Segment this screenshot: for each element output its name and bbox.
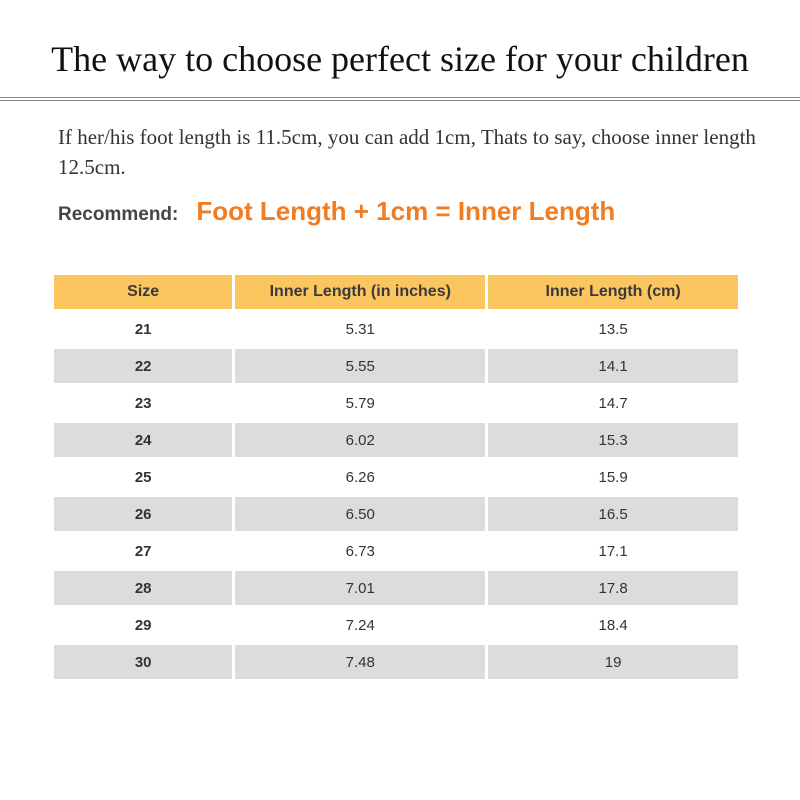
- cell-size: 30: [54, 645, 232, 679]
- cell-inches: 5.79: [235, 386, 485, 420]
- cell-inches: 5.55: [235, 349, 485, 383]
- cell-size: 23: [54, 386, 232, 420]
- cell-cm: 16.5: [488, 497, 738, 531]
- cell-cm: 19: [488, 645, 738, 679]
- table-row: [54, 608, 738, 642]
- page-title: The way to choose perfect size for your children: [51, 39, 749, 79]
- cell-cm: 15.9: [488, 460, 738, 494]
- intro-text: If her/his foot length is 11.5cm, you can add 1cm, Thats to say, choose inner length 12.5cm.: [58, 125, 756, 179]
- cell-inches: 6.50: [235, 497, 485, 531]
- recommendation: [58, 196, 615, 230]
- cell-inches: 7.48: [235, 645, 485, 679]
- divider-line: [0, 100, 800, 101]
- cell-size: 26: [54, 497, 232, 531]
- divider-line: [0, 97, 800, 98]
- cell-inches: 7.24: [235, 608, 485, 642]
- cell-cm: 18.4: [488, 608, 738, 642]
- cell-size: 28: [54, 571, 232, 605]
- header-size: Size: [54, 275, 232, 309]
- header-inner-length-cm: Inner Length (cm): [488, 275, 738, 309]
- cell-cm: 13.5: [488, 312, 738, 346]
- cell-inches: 6.73: [235, 534, 485, 568]
- recommend-label: Recommend:: [58, 204, 179, 225]
- cell-cm: 14.1: [488, 349, 738, 383]
- table-row: [54, 386, 738, 420]
- table-row: [54, 571, 738, 605]
- table-header-row: [54, 275, 738, 309]
- cell-size: 27: [54, 534, 232, 568]
- size-table: [51, 272, 741, 682]
- cell-size: 29: [54, 608, 232, 642]
- cell-cm: 14.7: [488, 386, 738, 420]
- recommend-formula: Foot Length + 1cm = Inner Length: [196, 196, 616, 226]
- table-row: [54, 312, 738, 346]
- cell-inches: 6.02: [235, 423, 485, 457]
- cell-cm: 17.1: [488, 534, 738, 568]
- table-row: [54, 645, 738, 679]
- cell-size: 22: [54, 349, 232, 383]
- cell-inches: 6.26: [235, 460, 485, 494]
- cell-size: 21: [54, 312, 232, 346]
- cell-inches: 7.01: [235, 571, 485, 605]
- table-row: [54, 349, 738, 383]
- cell-size: 24: [54, 423, 232, 457]
- header-inner-length-inches: Inner Length (in inches): [235, 275, 485, 309]
- table-row: [54, 460, 738, 494]
- table-row: [54, 497, 738, 531]
- table-row: [54, 534, 738, 568]
- table-row: [54, 423, 738, 457]
- cell-cm: 15.3: [488, 423, 738, 457]
- cell-cm: 17.8: [488, 571, 738, 605]
- cell-inches: 5.31: [235, 312, 485, 346]
- cell-size: 25: [54, 460, 232, 494]
